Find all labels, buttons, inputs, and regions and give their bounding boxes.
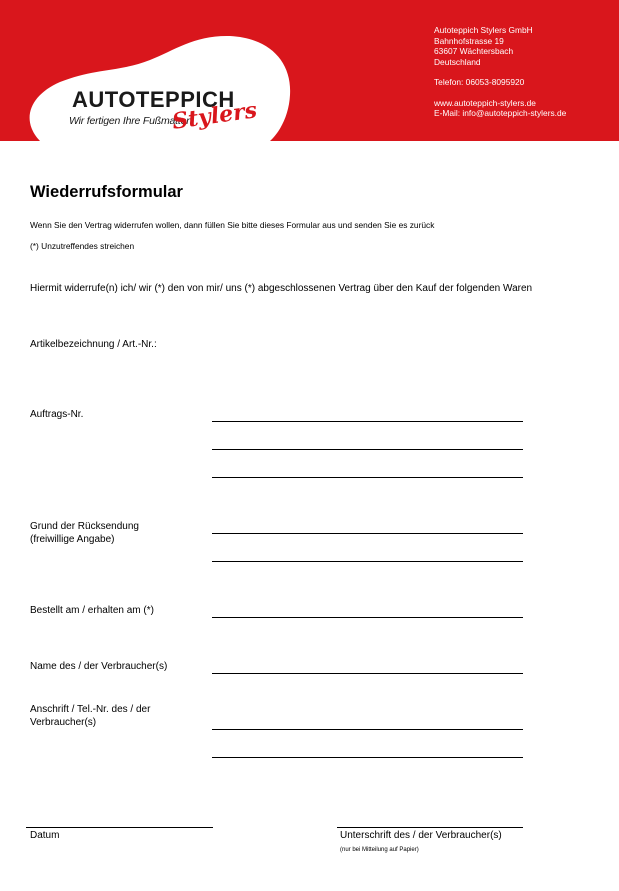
return-reason-label-line-2: (freiwillige Angabe) (30, 534, 115, 545)
date-label: Datum (30, 830, 60, 841)
consumer-name-line[interactable] (212, 673, 523, 674)
logo-script: Stylers (170, 97, 259, 135)
note-text: (*) Unzutreffendes streichen (30, 241, 135, 251)
order-number-line-2[interactable] (212, 449, 523, 450)
company-address-block (434, 25, 566, 119)
company-web: www.autoteppich-stylers.de (434, 97, 536, 108)
consumer-address-line-2[interactable] (212, 757, 523, 758)
signature-note: (nur bei Mitteilung auf Papier) (340, 847, 419, 853)
signature-label: Unterschrift des / der Verbraucher(s) (340, 830, 502, 841)
company-street: Bahnhofstrasse 19 (434, 35, 504, 46)
consumer-address-label-line-1: Anschrift / Tel.-Nr. des / der (30, 704, 151, 715)
company-email: E-Mail: info@autoteppich-stylers.de (434, 108, 567, 118)
article-label: Artikelbezeichnung / Art.-Nr.: (30, 339, 157, 350)
return-reason-line-2[interactable] (212, 561, 523, 562)
consumer-address-line-1[interactable] (212, 729, 523, 730)
withdrawal-statement: Hiermit widerrufe(n) ich/ wir (*) den von mir/ uns (*) abgeschlossenen Vertrag über den Kauf der folgenden Waren (30, 283, 533, 294)
order-number-line-3[interactable] (212, 477, 523, 478)
letterhead (0, 0, 619, 141)
order-number-label: Auftrags-Nr. (30, 409, 84, 420)
signature-line[interactable] (337, 827, 523, 828)
logo-wordmark: AUTOTEPPICH (72, 87, 235, 112)
ordered-received-line[interactable] (212, 617, 523, 618)
form-title: Wiederrufsformular (30, 183, 183, 201)
order-number-line-1[interactable] (212, 421, 523, 422)
date-line[interactable] (26, 827, 213, 828)
consumer-name-label: Name des / der Verbraucher(s) (30, 661, 168, 672)
return-reason-line-1[interactable] (212, 533, 523, 534)
return-reason-label (30, 520, 139, 546)
company-country: Deutschland (434, 56, 481, 67)
company-phone: Telefon: 06053-8095920 (434, 77, 525, 87)
ordered-received-label: Bestellt am / erhalten am (*) (30, 605, 154, 616)
return-reason-label-line-1: Grund der Rücksendung (30, 521, 139, 532)
consumer-address-label-line-2: Verbraucher(s) (30, 717, 97, 728)
consumer-address-label (30, 703, 150, 729)
intro-text: Wenn Sie den Vertrag widerrufen wollen, dann füllen Sie bitte dieses Formular aus und senden Sie es zurück (30, 220, 435, 230)
logo-tagline: Wir fertigen Ihre Fußmatten (69, 115, 192, 127)
company-city: 63607 Wächtersbach (434, 46, 514, 56)
company-name: Autoteppich Stylers GmbH (434, 25, 533, 35)
